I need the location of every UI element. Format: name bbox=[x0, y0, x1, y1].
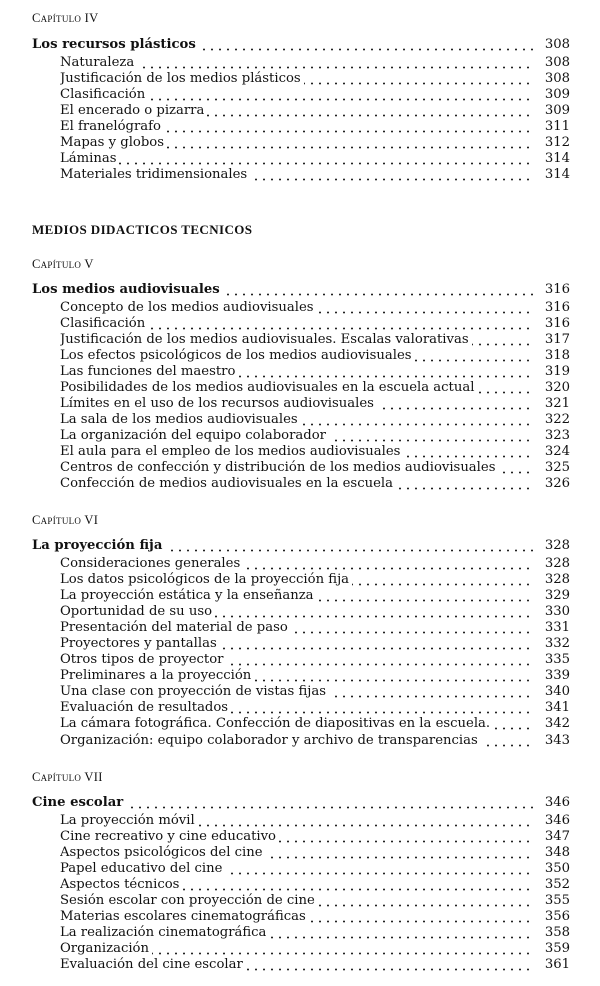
entry-page: 356 bbox=[544, 909, 570, 924]
toc-entry bbox=[0, 845, 600, 861]
entry-page: 318 bbox=[544, 348, 570, 363]
entry-title: El aula para el empleo de los medios audiovisuales bbox=[60, 444, 403, 459]
entry-title: Evaluación de resultados bbox=[60, 700, 231, 715]
section-heading: MEDIOS DIDACTICOS TECNICOS bbox=[32, 222, 253, 237]
entry-page: 341 bbox=[544, 700, 570, 715]
toc-entry bbox=[0, 135, 600, 151]
entry-page: 359 bbox=[544, 941, 570, 956]
entry-title: Aspectos psicológicos del cine bbox=[60, 845, 266, 860]
toc-entry bbox=[0, 893, 600, 909]
entry-page: 361 bbox=[544, 957, 570, 972]
toc-entry bbox=[0, 572, 600, 588]
toc-entry bbox=[0, 348, 600, 364]
entry-page: 314 bbox=[544, 151, 570, 166]
entry-page: 329 bbox=[544, 588, 570, 603]
entry-title: El franelógrafo bbox=[60, 119, 164, 134]
entry-title: Los efectos psicológicos de los medios audiovisuales bbox=[60, 348, 415, 363]
entry-page: 326 bbox=[544, 476, 570, 491]
toc-main-entry bbox=[0, 538, 600, 554]
entry-page: 358 bbox=[544, 925, 570, 940]
entry-title: Presentación del material de paso bbox=[60, 620, 291, 635]
toc-entry bbox=[0, 332, 600, 348]
entry-title: Evaluación del cine escolar bbox=[60, 957, 246, 972]
entry-page: 322 bbox=[544, 412, 570, 427]
entry-page: 331 bbox=[544, 620, 570, 635]
entry-title: Una clase con proyección de vistas fijas bbox=[60, 684, 329, 699]
entry-page: 348 bbox=[544, 845, 570, 860]
entry-title: Preliminares a la proyección bbox=[60, 668, 254, 683]
toc-entry bbox=[0, 877, 600, 893]
entry-page: 352 bbox=[544, 877, 570, 892]
toc-entry bbox=[0, 380, 600, 396]
entry-page: 346 bbox=[544, 795, 570, 810]
entry-title: La sala de los medios audiovisuales bbox=[60, 412, 301, 427]
entry-page: 328 bbox=[544, 538, 570, 553]
entry-title: Proyectores y pantallas bbox=[60, 636, 220, 651]
toc-entry bbox=[0, 636, 600, 652]
entry-title: Clasificación bbox=[60, 316, 148, 331]
entry-page: 321 bbox=[544, 396, 570, 411]
entry-title: La organización del equipo colaborador bbox=[60, 428, 329, 443]
toc-entry bbox=[0, 941, 600, 957]
entry-page: 328 bbox=[544, 572, 570, 587]
toc-entry bbox=[0, 476, 600, 492]
toc-entry bbox=[0, 620, 600, 636]
chapter-heading: Capítulo IV bbox=[32, 11, 99, 25]
entry-page: 328 bbox=[544, 556, 570, 571]
entry-title: Otros tipos de proyector bbox=[60, 652, 226, 667]
entry-title: La realización cinematográfica bbox=[60, 925, 269, 940]
toc-entry bbox=[0, 71, 600, 87]
entry-title: Límites en el uso de los recursos audiovisuales bbox=[60, 396, 377, 411]
toc-entry bbox=[0, 957, 600, 973]
entry-page: 311 bbox=[544, 119, 570, 134]
entry-title: Naturaleza bbox=[60, 55, 137, 70]
toc-entry bbox=[0, 829, 600, 845]
toc-entry bbox=[0, 733, 600, 749]
entry-title: Consideraciones generales bbox=[60, 556, 243, 571]
entry-title: Las funciones del maestro bbox=[60, 364, 238, 379]
toc-entry bbox=[0, 556, 600, 572]
toc-entry bbox=[0, 588, 600, 604]
entry-title: Los datos psicológicos de la proyección fija bbox=[60, 572, 352, 587]
entry-page: 316 bbox=[544, 282, 570, 297]
toc-entry bbox=[0, 813, 600, 829]
toc-entry bbox=[0, 300, 600, 316]
entry-page: 332 bbox=[544, 636, 570, 651]
entry-page: 308 bbox=[544, 55, 570, 70]
toc-entry bbox=[0, 925, 600, 941]
entry-page: 342 bbox=[544, 716, 570, 731]
entry-title: Papel educativo del cine bbox=[60, 861, 225, 876]
toc-entry bbox=[0, 428, 600, 444]
toc-entry bbox=[0, 716, 600, 732]
toc-entry bbox=[0, 909, 600, 925]
entry-page: 316 bbox=[544, 316, 570, 331]
toc-entry bbox=[0, 460, 600, 476]
entry-page: 314 bbox=[544, 167, 570, 182]
toc-entry bbox=[0, 55, 600, 71]
entry-title: Posibilidades de los medios audiovisuales en la escuela actual bbox=[60, 380, 477, 395]
entry-page: 312 bbox=[544, 135, 570, 150]
toc-entry bbox=[0, 684, 600, 700]
entry-page: 335 bbox=[544, 652, 570, 667]
entry-title: Justificación de los medios audiovisuales. Escalas valorativas bbox=[60, 332, 472, 347]
entry-title: La cámara fotográfica. Confección de diapositivas en la escuela. bbox=[60, 716, 493, 731]
toc-entry bbox=[0, 167, 600, 183]
entry-page: 309 bbox=[544, 103, 570, 118]
entry-title: Cine escolar bbox=[32, 795, 126, 810]
entry-title: La proyección estática y la enseñanza bbox=[60, 588, 317, 603]
toc-entry bbox=[0, 444, 600, 460]
entry-page: 350 bbox=[544, 861, 570, 876]
toc-entry bbox=[0, 119, 600, 135]
entry-page: 324 bbox=[544, 444, 570, 459]
entry-title: Aspectos técnicos bbox=[60, 877, 182, 892]
entry-page: 320 bbox=[544, 380, 570, 395]
toc-entry bbox=[0, 412, 600, 428]
entry-page: 308 bbox=[544, 71, 570, 86]
entry-title: Concepto de los medios audiovisuales bbox=[60, 300, 317, 315]
toc-entry bbox=[0, 396, 600, 412]
toc-entry bbox=[0, 861, 600, 877]
entry-page: 340 bbox=[544, 684, 570, 699]
entry-page: 325 bbox=[544, 460, 570, 475]
entry-title: Organización bbox=[60, 941, 152, 956]
toc-entry bbox=[0, 604, 600, 620]
entry-page: 355 bbox=[544, 893, 570, 908]
toc-entry bbox=[0, 364, 600, 380]
entry-page: 343 bbox=[544, 733, 570, 748]
toc-entry bbox=[0, 652, 600, 668]
entry-title: Clasificación bbox=[60, 87, 148, 102]
toc-main-entry bbox=[0, 282, 600, 298]
entry-title: Cine recreativo y cine educativo bbox=[60, 829, 279, 844]
entry-page: 346 bbox=[544, 813, 570, 828]
entry-title: La proyección fija bbox=[32, 538, 165, 553]
entry-title: La proyección móvil bbox=[60, 813, 198, 828]
entry-page: 323 bbox=[544, 428, 570, 443]
entry-title: Los recursos plásticos bbox=[32, 37, 199, 52]
entry-page: 339 bbox=[544, 668, 570, 683]
entry-title: El encerado o pizarra bbox=[60, 103, 207, 118]
entry-page: 317 bbox=[544, 332, 570, 347]
entry-title: Materiales tridimensionales bbox=[60, 167, 250, 182]
toc-entry bbox=[0, 316, 600, 332]
entry-title: Justificación de los medios plásticos bbox=[60, 71, 304, 86]
chapter-heading: Capítulo V bbox=[32, 257, 94, 271]
entry-title: Oportunidad de su uso bbox=[60, 604, 215, 619]
entry-page: 319 bbox=[544, 364, 570, 379]
entry-title: Centros de confección y distribución de los medios audiovisuales bbox=[60, 460, 498, 475]
chapter-heading: Capítulo VII bbox=[32, 770, 103, 784]
entry-title: Mapas y globos bbox=[60, 135, 167, 150]
toc-entry bbox=[0, 87, 600, 103]
entry-title: Materias escolares cinematográficas bbox=[60, 909, 309, 924]
entry-page: 316 bbox=[544, 300, 570, 315]
entry-title: Sesión escolar con proyección de cine bbox=[60, 893, 318, 908]
entry-page: 347 bbox=[544, 829, 570, 844]
entry-title: Organización: equipo colaborador y archivo de transparencias bbox=[60, 733, 481, 748]
chapter-heading: Capítulo VI bbox=[32, 513, 99, 527]
toc-entry bbox=[0, 151, 600, 167]
toc-main-entry bbox=[0, 37, 600, 53]
entry-page: 330 bbox=[544, 604, 570, 619]
toc-entry bbox=[0, 668, 600, 684]
toc-entry bbox=[0, 700, 600, 716]
toc-main-entry bbox=[0, 795, 600, 811]
toc-entry bbox=[0, 103, 600, 119]
entry-page: 308 bbox=[544, 37, 570, 52]
entry-title: Confección de medios audiovisuales en la escuela bbox=[60, 476, 396, 491]
entry-title: Los medios audiovisuales bbox=[32, 282, 223, 297]
entry-page: 309 bbox=[544, 87, 570, 102]
entry-title: Láminas bbox=[60, 151, 119, 166]
